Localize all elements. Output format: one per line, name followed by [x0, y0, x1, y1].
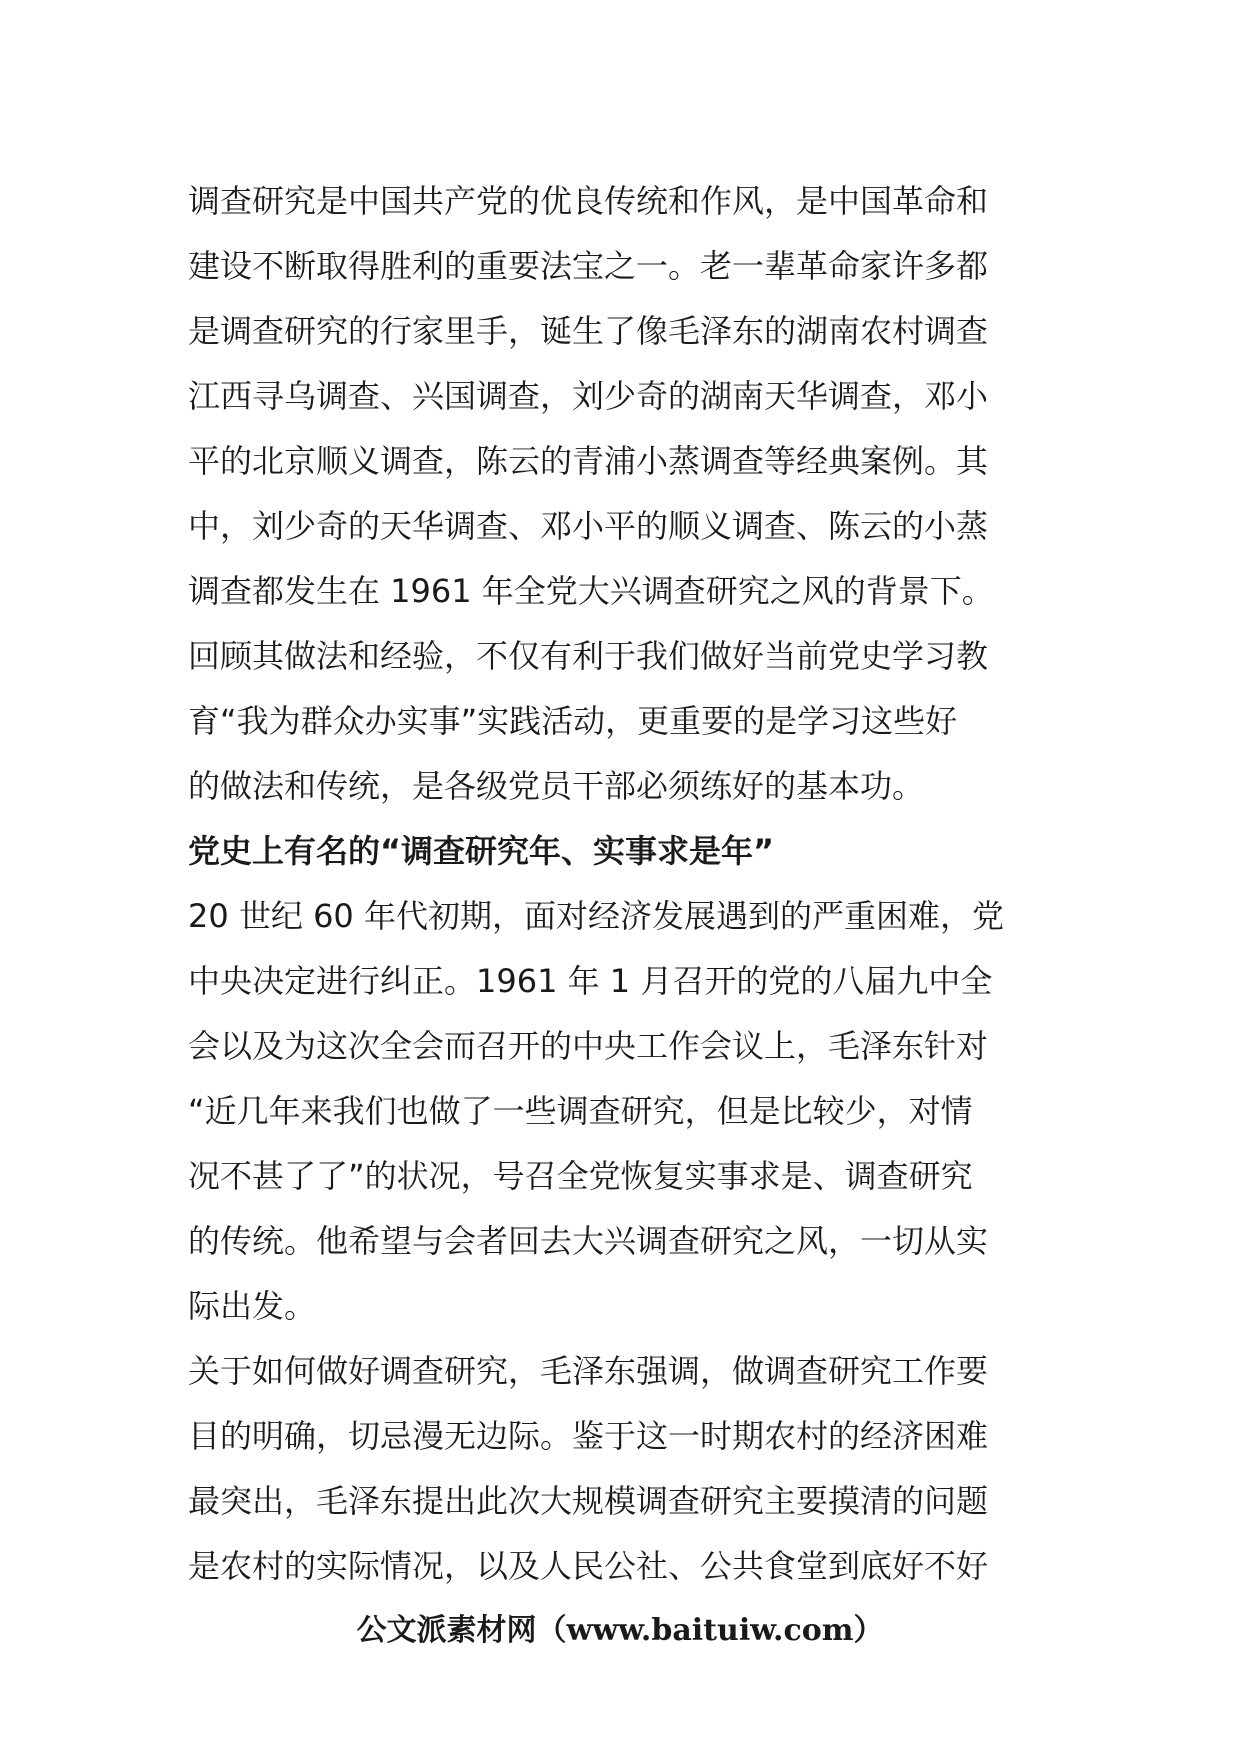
- text-line: 中央决定进行纠正。1961 年 1 月召开的党的八届九中全: [188, 962, 993, 1000]
- text-line: 建设不断取得胜利的重要法宝之一。老一辈革命家许多都: [188, 247, 989, 285]
- text-line: 目的明确，切忌漫无边际。鉴于这一时期农村的经济困难: [188, 1417, 989, 1455]
- text-line: 最突出，毛泽东提出此次大规模调查研究主要摸清的问题: [188, 1482, 989, 1520]
- text-line: 调查研究是中国共产党的优良传统和作风，是中国革命和: [188, 182, 989, 220]
- text-line: 际出发。: [188, 1287, 317, 1325]
- text-line: 育“我为群众办实事”实践活动，更重要的是学习这些好: [188, 702, 958, 740]
- footer-watermark: 公文派素材网（www.baituiw.com）: [356, 1613, 884, 1648]
- text-line: 江西寻乌调查、兴国调查，刘少奇的湖南天华调查，邓小: [188, 377, 989, 415]
- text-line: “近几年来我们也做了一些调查研究，但是比较少，对情: [188, 1092, 973, 1130]
- text-line: 关于如何做好调查研究，毛泽东强调，做调查研究工作要: [188, 1352, 989, 1390]
- text-line: 的传统。他希望与会者回去大兴调查研究之风，一切从实: [188, 1222, 989, 1260]
- text-line: 是农村的实际情况，以及人民公社、公共食堂到底好不好: [188, 1547, 989, 1585]
- text-line: 20 世纪 60 年代初期，面对经济发展遇到的严重困难，党: [188, 897, 1004, 935]
- text-line: 中，刘少奇的天华调查、邓小平的顺义调查、陈云的小蒸: [188, 507, 989, 545]
- text-line: 况不甚了了”的状况，号召全党恢复实事求是、调查研究: [188, 1157, 973, 1195]
- document-body: [188, 169, 1058, 1599]
- text-line: 调查都发生在 1961 年全党大兴调查研究之风的背景下。: [188, 572, 994, 610]
- text-line: 的做法和传统，是各级党员干部必须练好的基本功。: [188, 767, 925, 805]
- text-line: 回顾其做法和经验，不仅有利于我们做好当前党史学习教: [188, 637, 989, 675]
- text-line: 是调查研究的行家里手，诞生了像毛泽东的湖南农村调查: [188, 312, 989, 350]
- text-line: 会以及为这次全会而召开的中央工作会议上，毛泽东针对: [188, 1027, 989, 1065]
- section-heading: 党史上有名的“调查研究年、实事求是年”: [188, 832, 775, 870]
- text-line: 平的北京顺义调查，陈云的青浦小蒸调查等经典案例。其: [188, 442, 989, 480]
